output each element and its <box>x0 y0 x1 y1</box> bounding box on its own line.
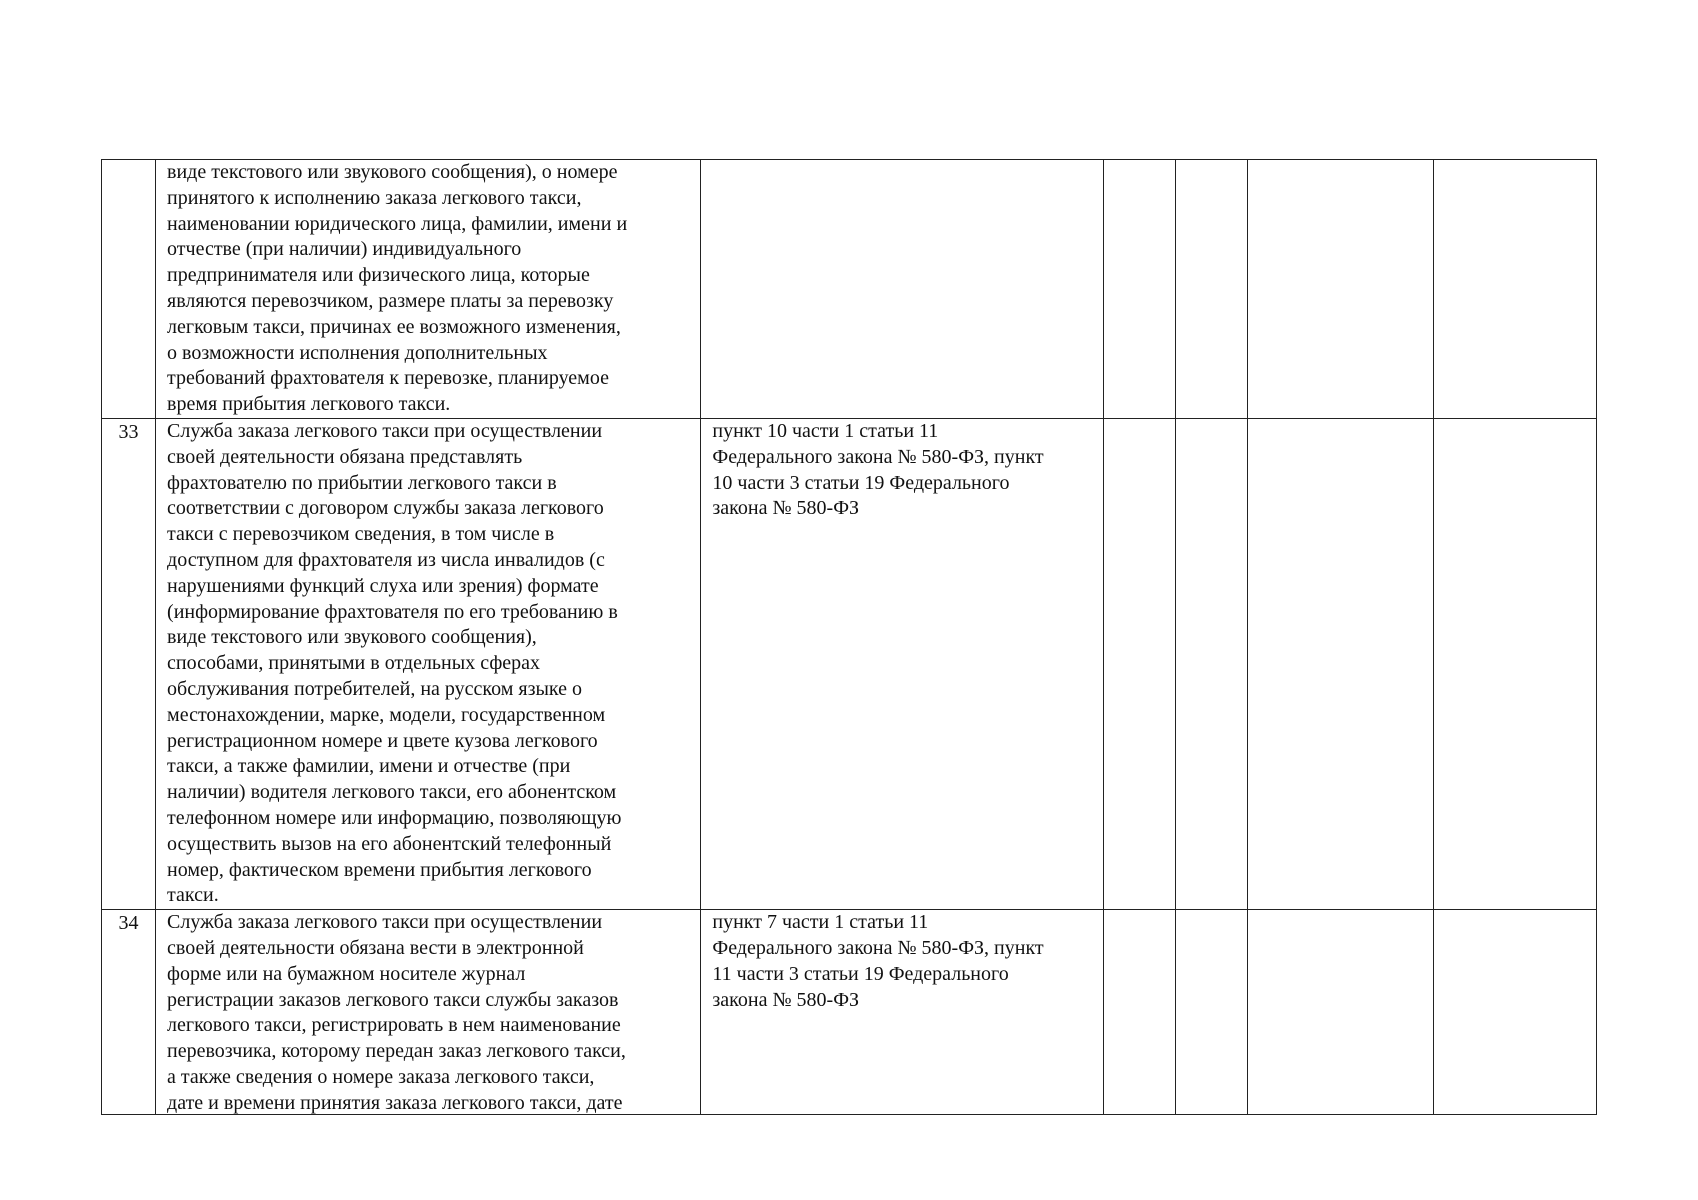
table-row <box>102 160 1597 419</box>
row-number <box>102 160 155 161</box>
answer-no-cell <box>1175 160 1247 419</box>
reference-text: пункт 10 части 1 статьи 11 Федерального закона № 580-ФЗ, пункт 10 части 3 статьи 19 Федерального закона № 580-ФЗ <box>712 419 1044 520</box>
requirement-cell <box>156 418 701 909</box>
requirement-text: виде текстового или звукового сообщения), о номере принятого к исполнению заказа легкового такси, наименовании юридического лица, фамилии, имени и отчестве (при наличии) индивидуального предпринимателя или физического лица, которые являются перевозчиком, размере платы за перевозку легковым такси, причинах ее возможного изменения, о возможности исполнения дополнительных требований фрахтователя к перевозке, планируемое время прибытия легкового такси. <box>167 161 628 416</box>
requirement-text: Служба заказа легкового такси при осуществлении своей деятельности обязана представлять фрахтователю по прибытии легкового такси в соответствии с договором службы заказа легкового такси с перевозчиком сведения, в том числе в доступном для фрахтователя из числа инвалидов (с нарушениями функций слуха или зрения) формате (информирование фрахтователя по его требованию в виде текстового или звукового сообщения), способами, принятыми в отдельных сферах обслуживания потребителей, на русском языке о местонахождении, марке, модели, государственном регистрационном номере и цвете кузова легкового такси, а также фамилии, имени и отчестве (при наличии) водителя легкового такси, его абонентском телефонном номере или информацию, позволяющую осуществить вызов на его абонентский телефонный номер, фактическом времени прибытия легкового такси. <box>167 419 622 907</box>
not-applicable-cell <box>1247 160 1433 419</box>
answer-yes-cell <box>1103 910 1175 1115</box>
table-row <box>102 910 1597 1115</box>
row-number-cell <box>102 160 156 419</box>
notes-cell <box>1433 910 1596 1115</box>
reference-cell <box>701 160 1103 419</box>
reference-text: пункт 7 части 1 статьи 11 Федерального закона № 580-ФЗ, пункт 11 части 3 статьи 19 Федерального закона № 580-ФЗ <box>712 911 1044 1011</box>
table-row <box>102 418 1597 909</box>
reference-cell <box>701 910 1103 1115</box>
reference-cell <box>701 418 1103 909</box>
notes-cell <box>1433 418 1596 909</box>
not-applicable-cell <box>1247 418 1433 909</box>
row-number: 34 <box>118 912 139 935</box>
answer-yes-cell <box>1103 160 1175 419</box>
row-number: 33 <box>118 420 139 443</box>
requirement-cell <box>156 160 701 419</box>
not-applicable-cell <box>1247 910 1433 1115</box>
row-number-cell <box>102 418 156 909</box>
notes-cell <box>1433 160 1596 419</box>
requirement-cell <box>156 910 701 1115</box>
document-table <box>101 159 1597 1115</box>
row-number-cell <box>102 910 156 1115</box>
answer-yes-cell <box>1103 418 1175 909</box>
answer-no-cell <box>1175 418 1247 909</box>
answer-no-cell <box>1175 910 1247 1115</box>
requirement-text: Служба заказа легкового такси при осуществлении своей деятельности обязана вести в электронной форме или на бумажном носителе журнал регистрации заказов легкового такси службы заказов легкового такси, регистрировать в нем наименование перевозчика, которому передан заказ легкового такси, а также сведения о номере заказа легкового такси, дате и времени принятия заказа легкового такси, дате <box>167 911 626 1114</box>
